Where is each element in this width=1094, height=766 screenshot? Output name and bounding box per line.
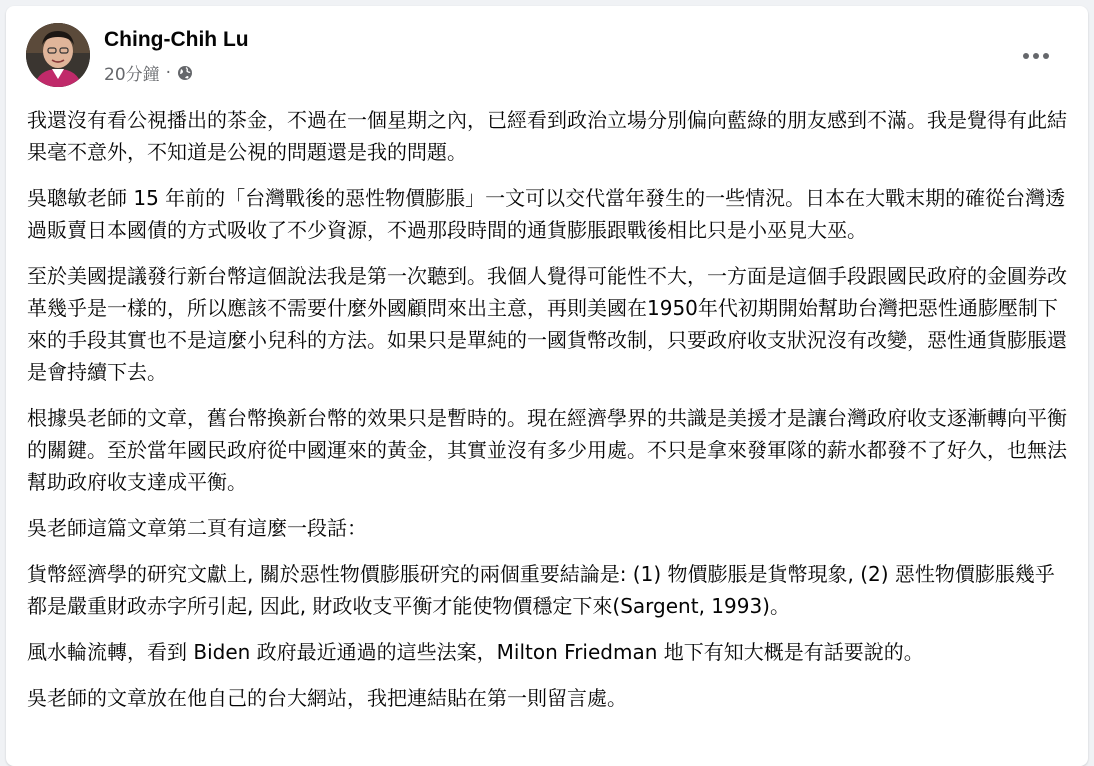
meta-separator: · [165,62,172,83]
post-body [27,104,1067,728]
post-card [6,6,1088,766]
author-name[interactable]: Ching-Chih Lu [104,28,249,51]
post-paragraph: 吳老師的文章放在他自己的台大網站，我把連結貼在第一則留言處。 [27,686,627,710]
post-paragraph: 吳老師這篇文章第二頁有這麼一段話： [27,516,367,540]
post-paragraph: 吳聰敏老師 15 年前的「台灣戰後的惡性物價膨脹」一文可以交代當年發生的一些情況。日本在大戰末期的確從台灣透過販賣日本國債的方式吸收了不少資源，不過那段時間的通貨膨脹跟戰後相比只是小巫見大巫。 [27,186,1066,242]
more-options-button[interactable] [1018,38,1054,74]
post-paragraph: 風水輪流轉，看到 Biden 政府最近通過的這些法案，Milton Friedman 地下有知大概是有話要說的。 [27,640,924,664]
post-paragraph: 至於美國提議發行新台幣這個說法我是第一次聽到。我個人覺得可能性不大，一方面是這個手段跟國民政府的金圓券改革幾乎是一樣的，所以應該不需要什麼外國顧問來出主意，再則美國在1950年代初期開始幫助台灣把惡性通膨壓制下來的手段其實也不是這麼小兒科的方法。如果只是單純的一國貨幣改制，只要政府收支狀況沒有改變，惡性通貨膨脹還是會持續下去。 [27,264,1067,384]
post-paragraph: 根據吳老師的文章，舊台幣換新台幣的效果只是暫時的。現在經濟學界的共識是美援才是讓台灣政府收支逐漸轉向平衡的關鍵。至於當年國民政府從中國運來的黃金，其實並沒有多少用處。不只是拿來發軍隊的薪水都發不了好久，也無法幫助政府收支達成平衡。 [27,406,1067,494]
more-horizontal-icon [1021,52,1051,60]
post-header [26,20,1068,90]
post-paragraph: 我還沒有看公視播出的茶金，不過在一個星期之內，已經看到政治立場分別偏向藍綠的朋友感到不滿。我是覺得有此結果毫不意外，不知道是公視的問題還是我的問題。 [27,108,1067,164]
globe-icon[interactable] [177,65,193,81]
post-meta [104,60,193,85]
post-timestamp[interactable]: 20分鐘 [104,65,160,85]
avatar[interactable] [26,23,90,87]
post-quote-paragraph: 貨幣經濟學的研究文獻上, 關於惡性物價膨脹研究的兩個重要結論是: (1) 物價膨脹是貨幣現象, (2) 惡性物價膨脹幾乎都是嚴重財政赤字所引起, 因此, 財政收支平衡才能使物價穩定下來(Sargent, 1993)。 [27,562,1055,618]
avatar-image [26,23,90,87]
